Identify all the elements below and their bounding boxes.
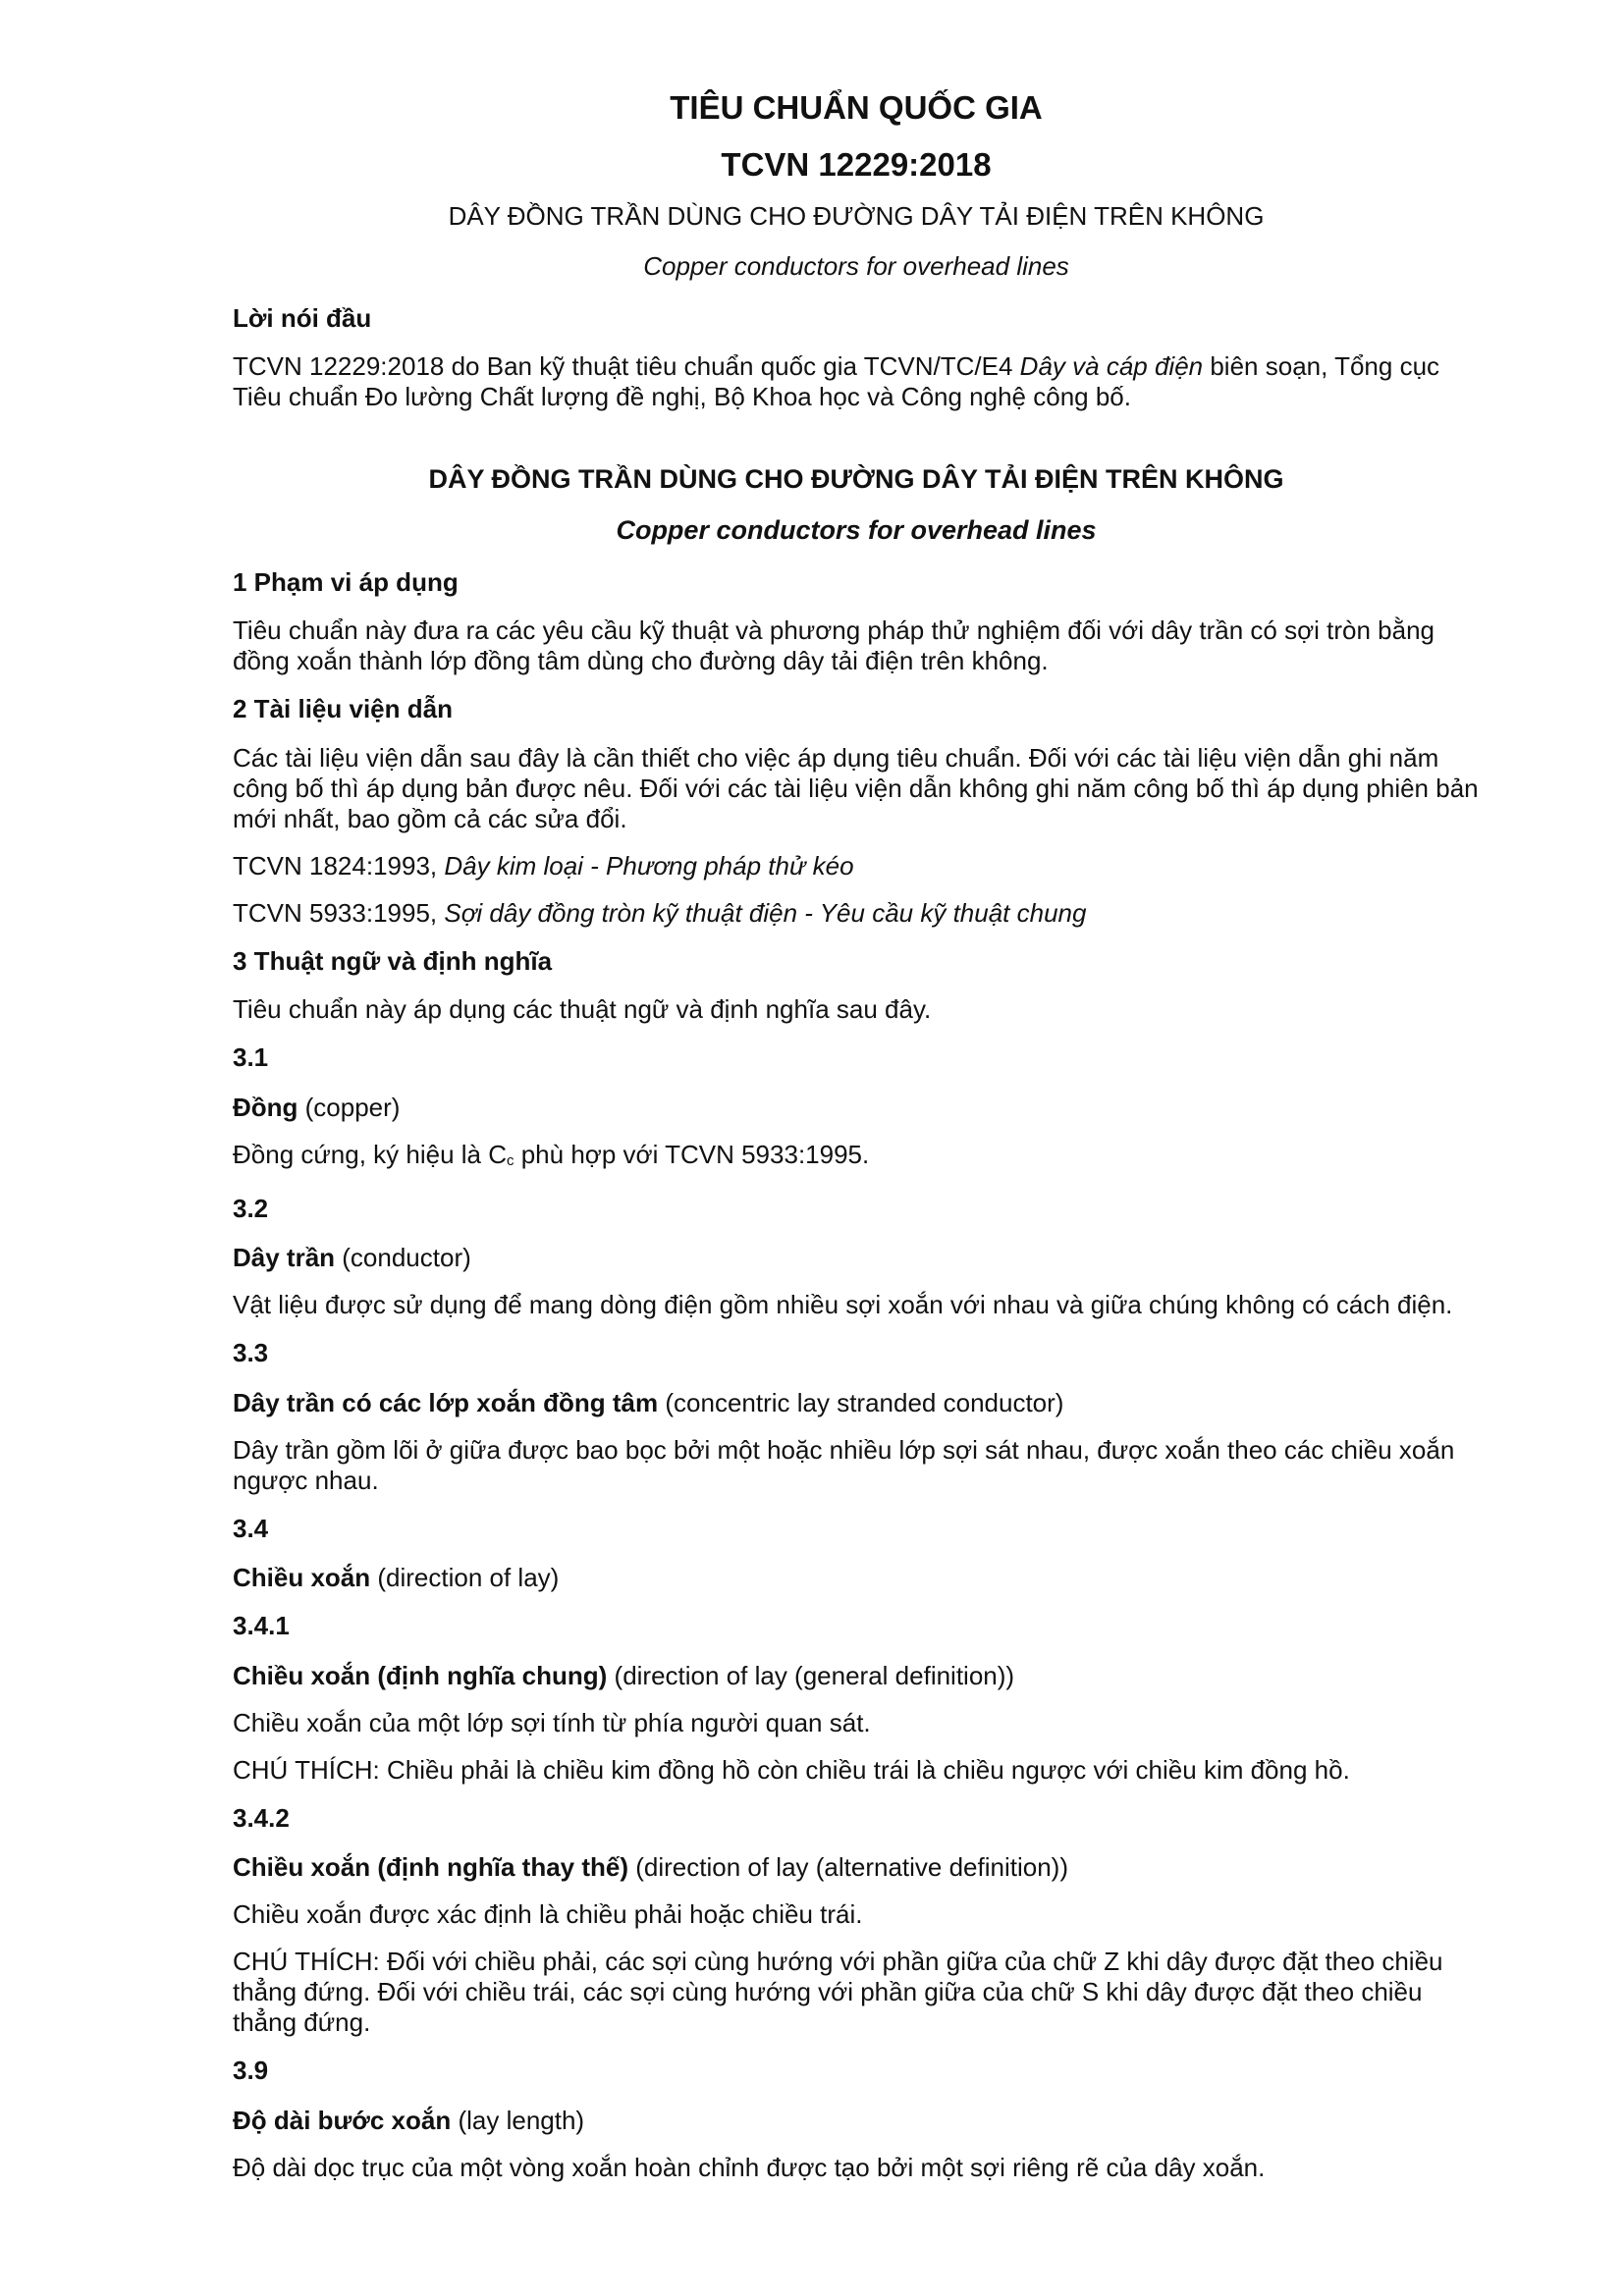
section-2-text: Các tài liệu viện dẫn sau đây là cần thiết cho việc áp dụng tiêu chuẩn. Đối với các tài liệu viện dẫn ghi năm công bố thì áp dụng bản được nêu. Đối với các tài liệu viện dẫn không ghi năm công bố thì áp dụng phiên bản mới nhất, bao gồm cả các sửa đổi. bbox=[233, 742, 1479, 833]
term-3-2: Dây trần (conductor) bbox=[233, 1243, 471, 1273]
term-3-4-2-number: 3.4.2 bbox=[233, 1802, 290, 1833]
term-3-2-definition: Vật liệu được sử dụng để mang dòng điện gồm nhiều sợi xoắn với nhau và giữa chúng không có cách điện. bbox=[233, 1290, 1453, 1320]
term-3-4-2: Chiều xoắn (định nghĩa thay thế) (direction of lay (alternative definition)) bbox=[233, 1852, 1068, 1883]
foreword-text: TCVN 12229:2018 do Ban kỹ thuật tiêu chuẩn quốc gia TCVN/TC/E4 Dây và cáp điện biên soạn, Tổng cục Tiêu chuẩn Đo lường Chất lượng đề nghị, Bộ Khoa học và Công nghệ công bố. bbox=[233, 351, 1440, 412]
document-page bbox=[233, 88, 1480, 2200]
term-3-3: Dây trần có các lớp xoắn đồng tâm (concentric lay stranded conductor) bbox=[233, 1387, 1064, 1417]
section-1-text: Tiêu chuẩn này đưa ra các yêu cầu kỹ thuật và phương pháp thử nghiệm đối với dây trần có sợi tròn bằng đồng xoắn thành lớp đồng tâm dùng cho đường dây tải điện trên không. bbox=[233, 615, 1435, 676]
term-3-9: Độ dài bước xoắn (lay length) bbox=[233, 2105, 585, 2135]
main-title-en: Copper conductors for overhead lines bbox=[616, 515, 1097, 546]
standard-number-heading: TCVN 12229:2018 bbox=[721, 145, 992, 183]
section-3-intro: Tiêu chuẩn này áp dụng các thuật ngữ và định nghĩa sau đây. bbox=[233, 994, 932, 1025]
section-3-heading: 3 Thuật ngữ và định nghĩa bbox=[233, 945, 553, 976]
term-3-3-definition: Dây trần gồm lõi ở giữa được bao bọc bởi một hoặc nhiều lớp sợi sát nhau, được xoắn theo các chiều xoắn ngược nhau. bbox=[233, 1434, 1455, 1495]
term-3-4-1-number: 3.4.1 bbox=[233, 1611, 290, 1641]
term-3-9-number: 3.9 bbox=[233, 2056, 269, 2086]
term-3-4-1-definition: Chiều xoắn của một lớp sợi tính từ phía người quan sát. bbox=[233, 1707, 871, 1737]
foreword-committee-name: Dây và cáp điện bbox=[1019, 351, 1204, 382]
term-3-1-number: 3.1 bbox=[233, 1042, 269, 1073]
standard-type-heading: TIÊU CHUẨN QUỐC GIA bbox=[670, 89, 1043, 126]
section-1-heading: 1 Phạm vi áp dụng bbox=[233, 566, 459, 597]
section-2-heading: 2 Tài liệu viện dẫn bbox=[233, 694, 453, 724]
term-3-4-1-note: CHÚ THÍCH: Chiều phải là chiều kim đồng hồ còn chiều trái là chiều ngược với chiều kim đồng hồ. bbox=[233, 1754, 1350, 1785]
foreword-heading: Lời nói đầu bbox=[233, 302, 372, 333]
term-3-9-definition: Độ dài dọc trục của một vòng xoắn hoàn chỉnh được tạo bởi một sợi riêng rẽ của dây xoắn. bbox=[233, 2152, 1266, 2182]
term-3-1-definition: Đồng cứng, ký hiệu là $C_c$ phù hợp với TCVN 5933:1995. bbox=[233, 1139, 870, 1169]
term-3-2-number: 3.2 bbox=[233, 1193, 269, 1223]
standard-title-en: Copper conductors for overhead lines bbox=[643, 251, 1069, 282]
reference-2: TCVN 5933:1995, Sợi dây đồng tròn kỹ thuật điện - Yêu cầu kỹ thuật chung bbox=[233, 897, 1087, 928]
term-3-4-1: Chiều xoắn (định nghĩa chung) (direction of lay (general definition)) bbox=[233, 1660, 1015, 1690]
term-3-3-number: 3.3 bbox=[233, 1338, 269, 1368]
main-title-vi: DÂY ĐỒNG TRẦN DÙNG CHO ĐƯỜNG DÂY TẢI ĐIỆN TRÊN KHÔNG bbox=[428, 464, 1284, 495]
term-3-1: Đồng (copper) bbox=[233, 1092, 401, 1122]
standard-title-vi: DÂY ĐỒNG TRẦN DÙNG CHO ĐƯỜNG DÂY TẢI ĐIỆN TRÊN KHÔNG bbox=[448, 201, 1265, 232]
reference-1: TCVN 1824:1993, Dây kim loại - Phương pháp thử kéo bbox=[233, 850, 854, 881]
term-3-4-number: 3.4 bbox=[233, 1513, 269, 1543]
term-3-4-2-note: CHÚ THÍCH: Đối với chiều phải, các sợi cùng hướng với phần giữa của chữ Z khi dây được đặt theo chiều thẳng đứng. Đối với chiều trái, các sợi cùng hướng với phần giữa của chữ S khi dây được đặt theo chiều thẳng đứng. bbox=[233, 1947, 1443, 2038]
term-3-4: Chiều xoắn (direction of lay) bbox=[233, 1563, 560, 1593]
term-3-4-2-definition: Chiều xoắn được xác định là chiều phải hoặc chiều trái. bbox=[233, 1899, 863, 1930]
